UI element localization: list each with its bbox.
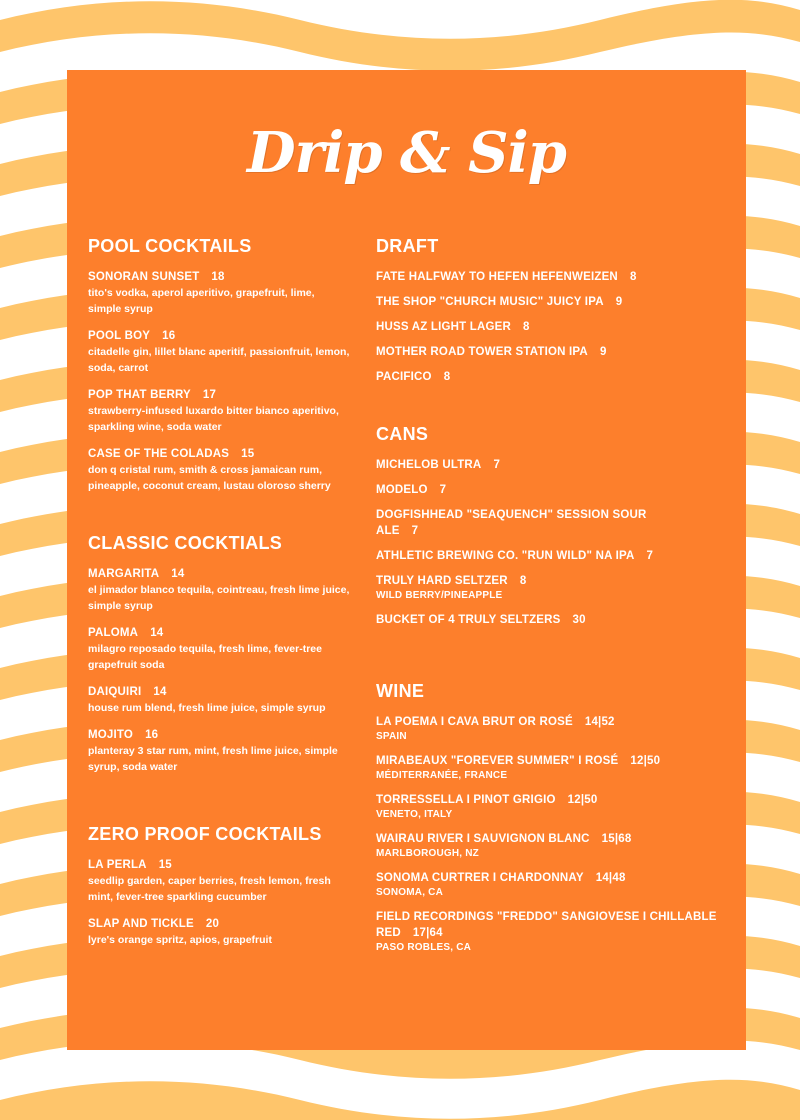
menu-item — [88, 684, 350, 716]
item-subtitle: WILD BERRY/PINEAPPLE — [376, 590, 503, 601]
item-description: citadelle gin, lillet blanc aperitif, passionfruit, lemon, soda, carrot — [88, 346, 350, 374]
item-name: CASE OF THE COLADAS — [88, 448, 230, 460]
menu-panel — [67, 70, 746, 1050]
item-region: MÉDITERRANÉE, FRANCE — [376, 770, 508, 781]
item-description: seedlip garden, caper berries, fresh lemon, fresh mint, fever-tree sparkling cucumber — [88, 875, 331, 903]
item-price: 9 — [599, 346, 607, 358]
item-price: 18 — [211, 271, 225, 283]
section-classic-cocktails — [88, 533, 350, 775]
menu-item — [88, 916, 350, 948]
item-price: 14|52 — [584, 716, 615, 728]
item-name: DAIQUIRI — [88, 686, 142, 698]
item-name: ATHLETIC BREWING CO. "RUN WILD" NA IPA — [376, 550, 635, 562]
item-name: MOJITO — [88, 729, 134, 741]
item-price: 15|68 — [601, 833, 632, 845]
menu-item — [88, 625, 350, 673]
menu-item — [88, 857, 350, 905]
menu-item — [88, 727, 350, 775]
item-name: BUCKET OF 4 TRULY SELTZERS — [376, 614, 561, 626]
item-description: lyre's orange spritz, apios, grapefruit — [88, 934, 272, 946]
menu-item — [376, 714, 738, 744]
menu-item — [88, 387, 350, 435]
item-price: 7 — [411, 525, 419, 537]
item-region: VENETO, ITALY — [376, 809, 453, 820]
item-price: 16 — [162, 330, 176, 342]
item-price: 20 — [205, 918, 220, 930]
section-pool-cocktails — [88, 236, 350, 494]
item-description: tito's vodka, aperol aperitivo, grapefruit, lime, simple syrup — [88, 287, 315, 315]
menu-item — [376, 294, 738, 310]
item-name: SONORAN SUNSET — [88, 271, 200, 283]
section-cans — [376, 424, 738, 628]
item-description: strawberry-infused luxardo bitter bianco aperitivo, sparkling wine, soda water — [88, 405, 339, 433]
item-name: POOL BOY — [88, 330, 151, 342]
item-name: MICHELOB ULTRA — [376, 459, 482, 471]
item-name: SONOMA CURTRER I CHARDONNAY — [376, 872, 584, 884]
item-price: 7 — [646, 550, 654, 562]
section-heading: ZERO PROOF COCKTAILS — [88, 824, 322, 844]
item-description: don q cristal rum, smith & cross jamaican rum, pineapple, coconut cream, lustau oloroso sherry — [88, 464, 331, 492]
section-heading: DRAFT — [376, 236, 439, 256]
item-name: WAIRAU RIVER I SAUVIGNON BLANC — [376, 833, 590, 845]
section-heading: POOL COCKTAILS — [88, 236, 252, 256]
item-name: PALOMA — [88, 627, 139, 639]
menu-item — [88, 446, 350, 494]
left-column — [88, 236, 350, 959]
item-name: DOGFISHHEAD "SEAQUENCH" SESSION SOUR ALE — [376, 509, 647, 537]
item-name: MIRABEAUX "FOREVER SUMMER" I ROSÉ — [376, 755, 619, 767]
item-price: 14 — [171, 568, 185, 580]
item-description: planteray 3 star rum, mint, fresh lime juice, simple syrup, soda water — [88, 745, 338, 773]
section-zero-proof-cocktails — [88, 824, 350, 948]
item-name: HUSS AZ LIGHT LAGER — [376, 321, 511, 333]
item-name: MARGARITA — [88, 568, 160, 580]
item-name: FATE HALFWAY TO HEFEN HEFENWEIZEN — [376, 271, 618, 283]
item-region: SPAIN — [376, 731, 407, 742]
item-price: 14 — [153, 686, 167, 698]
item-price: 7 — [493, 459, 501, 471]
item-price: 17|64 — [412, 927, 443, 939]
menu-item — [376, 457, 738, 473]
item-region: PASO ROBLES, CA — [376, 942, 472, 953]
menu-item — [376, 507, 661, 539]
section-wine — [376, 681, 738, 955]
menu-item — [88, 328, 350, 376]
menu-item — [376, 792, 738, 822]
item-name: MOTHER ROAD TOWER STATION IPA — [376, 346, 588, 358]
menu-item — [88, 269, 350, 317]
menu-item — [376, 344, 738, 360]
menu-item — [376, 870, 738, 900]
menu-item — [376, 831, 738, 861]
menu-item — [376, 573, 738, 603]
item-name: PACIFICO — [376, 371, 432, 383]
menu-item — [376, 482, 738, 498]
item-price: 15 — [158, 859, 172, 871]
item-name: POP THAT BERRY — [88, 389, 191, 401]
section-heading: CLASSIC COCKTIALS — [88, 533, 283, 553]
item-description: house rum blend, fresh lime juice, simple syrup — [88, 702, 326, 714]
item-region: SONOMA, CA — [376, 887, 443, 898]
menu-item — [376, 269, 738, 285]
menu-item — [376, 548, 738, 564]
section-heading: WINE — [376, 681, 425, 701]
right-column — [376, 236, 738, 964]
menu-item — [376, 612, 738, 628]
item-description: el jimador blanco tequila, cointreau, fresh lime juice, simple syrup — [88, 584, 350, 612]
item-price: 8 — [519, 575, 527, 587]
item-price: 14|48 — [595, 872, 626, 884]
section-heading: CANS — [376, 424, 429, 444]
item-name: THE SHOP "CHURCH MUSIC" JUICY IPA — [376, 296, 604, 308]
item-name: MODELO — [376, 484, 428, 496]
menu-item — [376, 369, 738, 385]
item-name: TRULY HARD SELTZER — [376, 575, 508, 587]
item-price: 17 — [202, 389, 217, 401]
item-price: 8 — [629, 271, 637, 283]
menu-item — [376, 319, 738, 335]
item-name: FIELD RECORDINGS "FREDDO" SANGIOVESE I CHILLABLE RED — [376, 911, 717, 939]
item-price: 16 — [145, 729, 159, 741]
item-price: 9 — [615, 296, 623, 308]
item-name: TORRESSELLA I PINOT GRIGIO — [376, 794, 556, 806]
menu-title: Drip & Sip — [247, 120, 566, 186]
item-description: milagro reposado tequila, fresh lime, fever-tree grapefruit soda — [88, 643, 322, 671]
item-price: 8 — [443, 371, 451, 383]
item-price: 15 — [241, 448, 255, 460]
item-price: 14 — [150, 627, 164, 639]
item-price: 12|50 — [567, 794, 598, 806]
item-region: MARLBOROUGH, NZ — [376, 848, 479, 859]
menu-item — [88, 566, 350, 614]
section-draft — [376, 236, 738, 385]
menu-item — [376, 753, 738, 783]
menu-item — [376, 909, 721, 955]
item-price: 7 — [439, 484, 447, 496]
item-name: LA POEMA I CAVA BRUT OR ROSÉ — [376, 716, 573, 728]
item-price: 30 — [572, 614, 586, 626]
item-price: 12|50 — [630, 755, 661, 767]
item-name: LA PERLA — [88, 859, 147, 871]
item-price: 8 — [522, 321, 530, 333]
item-name: SLAP AND TICKLE — [88, 918, 194, 930]
